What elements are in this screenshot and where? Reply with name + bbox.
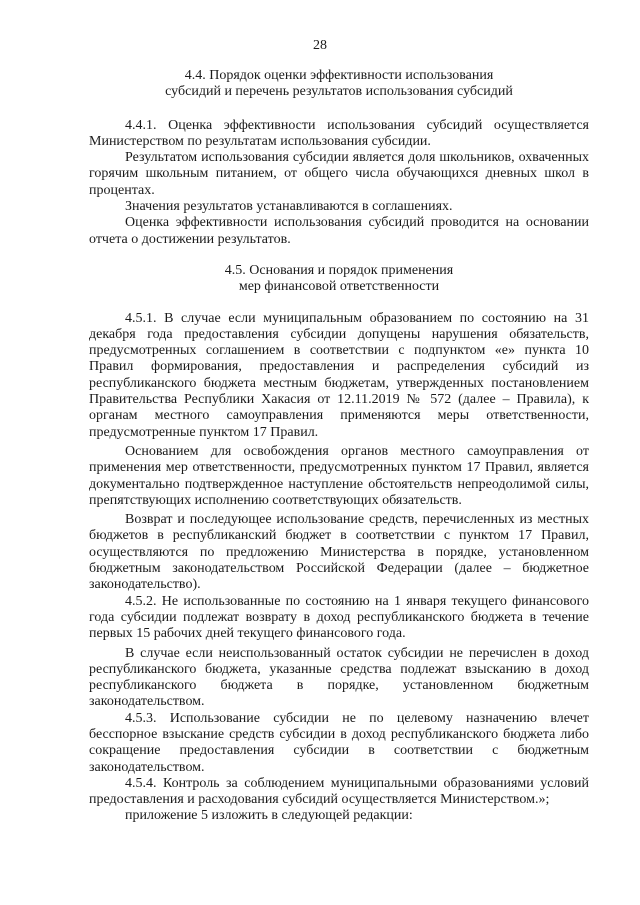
paragraph: 4.4.1. Оценка эффективности использования субсидий осуществляется Министерством по результатам использования субсидии. (89, 117, 589, 149)
paragraph: Возврат и последующее использование средств, перечисленных из местных бюджетов в республиканский бюджет в соответствии с пунктом 17 Правил, осуществляются по предложению Министерства в порядке, установленном бюджетным законодательством Российской Федерации (далее – бюджетное законодательство). (89, 512, 589, 593)
paragraph: 4.5.4. Контроль за соблюдением муниципальными образованиями условий предоставления и расходования субсидий осуществляется Министерством.»; (89, 775, 589, 808)
paragraph: Основанием для освобождения органов местного самоуправления от применения мер ответственности, предусмотренных пунктом 17 Правил, является документально подтвержденное наступление обстоятельств непреодолимой силы, препятствующих исполнению соответствующих обязательств. (89, 443, 589, 508)
paragraph: В случае если неиспользованный остаток субсидии не перечислен в доход республиканского бюджета, указанные средства подлежат взысканию в доход республиканского бюджета в порядке, установленном бюджетным законодательством. (89, 645, 589, 710)
paragraph: 4.5.3. Использование субсидии не по целевому назначению влечет бесспорное взыскание средств субсидии в доход республиканского бюджета либо сокращение предоставления субсидии в соответствии с бюджетным законодательством. (89, 710, 589, 775)
paragraph: приложение 5 изложить в следующей редакции: (125, 808, 413, 824)
paragraph: 4.5.1. В случае если муниципальным образованием по состоянию на 31 декабря года предоставления субсидии допущены нарушения обязательств, предусмотренных соглашением в соответствии с подпунктом «е» пункта 10 Правил формирования, предоставления и распределения субсидий из республиканского бюджета местным бюджетам, утвержденных постановлением Правительства Республики Хакасия от 12.11.2019 № 572 (далее – Правила), к органам местного самоуправления применяются меры ответственности, предусмотренные пунктом 17 Правил. (89, 310, 589, 440)
paragraph: Результатом использования субсидии является доля школьников, охваченных горячим школьным питанием, от общего числа обучающихся дневных школ в процентах. (89, 150, 589, 198)
paragraph: Оценка эффективности использования субсидий проводится на основании отчета о достижении результатов. (89, 215, 589, 247)
heading-line: 4.4. Порядок оценки эффективности использования (184, 68, 494, 83)
page-content (89, 68, 589, 825)
heading-line: субсидий и перечень результатов использования субсидий (165, 84, 513, 100)
paragraph: Значения результатов устанавливаются в соглашениях. (125, 199, 453, 215)
heading-line: 4.5. Основания и порядок применения (224, 262, 454, 278)
heading-line: мер финансовой ответственности (238, 279, 440, 295)
page-number: 28 (313, 38, 327, 53)
section-heading-4-5 (89, 263, 589, 296)
section-heading-4-4 (89, 68, 589, 101)
paragraph: 4.5.2. Не использованные по состоянию на 1 января текущего финансового года субсидии подлежат возврату в доход республиканского бюджета в течение первых 15 рабочих дней текущего финансового года. (89, 593, 589, 642)
